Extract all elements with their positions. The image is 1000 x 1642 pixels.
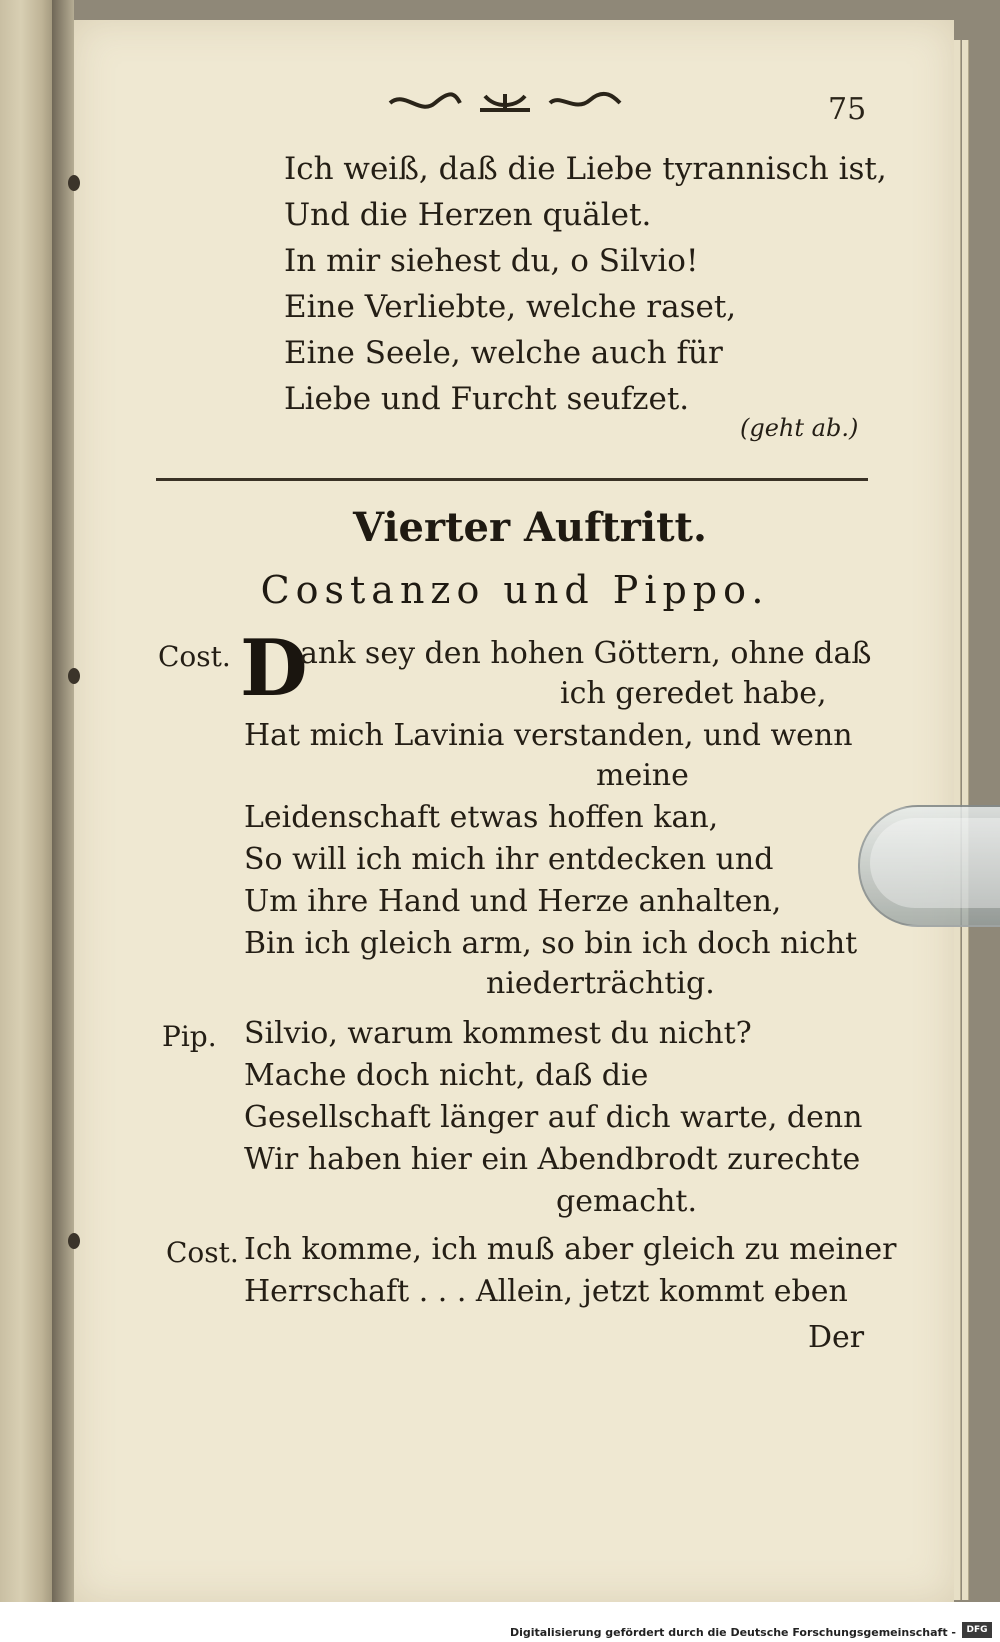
speech-line: Bin ich gleich arm, so bin ich doch nicht [244, 926, 858, 961]
aria-verse [284, 146, 887, 422]
page-number: 75 [828, 92, 867, 127]
verse-line: Eine Seele, welche auch für [284, 335, 723, 371]
speech-line: Gesellschaft länger auf dich warte, denn [244, 1100, 863, 1135]
speech-line: Wir haben hier ein Abendbrodt zurechte [244, 1142, 861, 1177]
verse-line: Und die Herzen quälet. [284, 197, 652, 233]
character-list: Costanzo und Pippo. [260, 568, 770, 612]
speech-line: meine [596, 758, 689, 793]
speech-line: Hat mich Lavinia verstanden, und wenn [244, 718, 853, 753]
stage-direction: (geht ab.) [740, 414, 859, 442]
verse-line: Eine Verliebte, welche raset, [284, 289, 737, 325]
speech-line: ank sey den hohen Göttern, ohne daß [300, 636, 872, 671]
speech-line: Herrschaft . . . Allein, jetzt kommt eben [244, 1274, 848, 1309]
verse-line: In mir siehest du, o Silvio! [284, 243, 699, 279]
speech-line: Silvio, warum kommest du nicht? [244, 1016, 752, 1051]
speech-line: Um ihre Hand und Herze anhalten, [244, 884, 782, 919]
speaker-label: Cost. [158, 640, 231, 673]
speech-line: So will ich mich ihr entdecken und [244, 842, 774, 877]
speech-line: Ich komme, ich muß aber gleich zu meiner [244, 1232, 897, 1267]
speech-line: niederträchtig. [486, 966, 715, 1001]
speech-line: Mache doch nicht, daß die [244, 1058, 649, 1093]
printer-ornament [385, 88, 625, 118]
section-divider [156, 478, 868, 481]
verse-line: Liebe und Furcht seufzet. [284, 381, 690, 417]
verse-line: Ich weiß, daß die Liebe tyrannisch ist, [284, 151, 887, 187]
book-spine [0, 0, 52, 1642]
speech-line: Leidenschaft etwas hoffen kan, [244, 800, 719, 835]
speaker-label: Cost. [166, 1236, 239, 1269]
funding-credit: Digitalisierung gefördert durch die Deutsche Forschungsgemeinschaft - [509, 1626, 956, 1639]
catchword: Der [808, 1320, 865, 1355]
speech-line: gemacht. [556, 1184, 698, 1219]
speech-line: ich geredet habe, [560, 676, 827, 711]
scene-heading: Vierter Auftritt. [353, 504, 707, 551]
page-clip-highlight [870, 818, 1000, 908]
binding-hole [68, 1233, 80, 1249]
binding-hole [68, 668, 80, 684]
speaker-label: Pip. [162, 1020, 217, 1053]
drop-capital: D [240, 623, 308, 714]
gutter-shadow [52, 0, 74, 1642]
dfg-logo: DFG [962, 1622, 992, 1638]
binding-hole [68, 175, 80, 191]
